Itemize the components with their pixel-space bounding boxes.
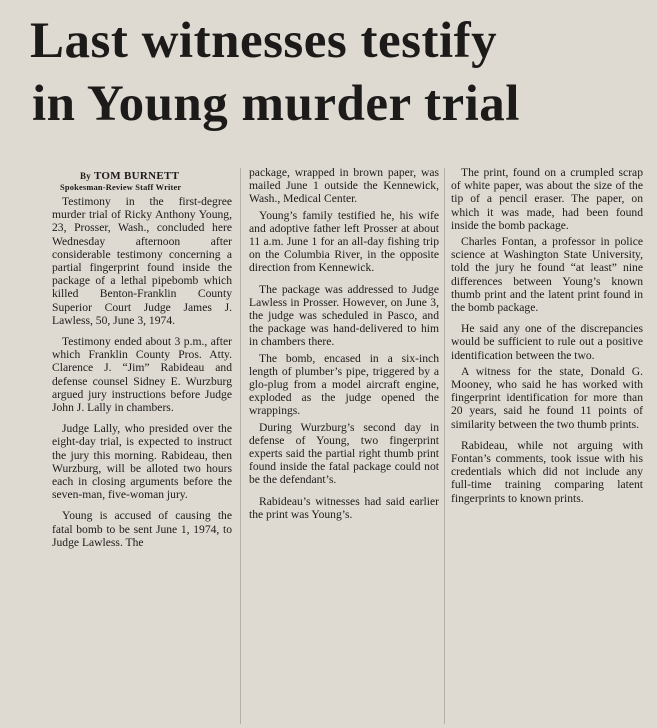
column-divider [240, 168, 241, 724]
paragraph: Testimony in the first-degree murder trial of Ricky Anthony Young, 23, Prosser, Wash., concluded here Wednesday afternoon after considerable testimony concerning a partial fingerprint found inside the package of a lethal pipebomb which killed Benton-Franklin County Superior Court Judge James J. Lawless, 50, June 3, 1974. [52, 195, 232, 327]
article-column-1 [52, 170, 232, 552]
paragraph: The bomb, encased in a six-inch length of plumber’s pipe, triggered by a glo-plug from a model aircraft engine, exploded as the judge opened the wrappings. [249, 351, 439, 418]
paragraph: The package was addressed to Judge Lawless in Prosser. However, on June 3, the judge was scheduled in Pasco, and the package was hand-delivered to him in chambers there. [249, 282, 439, 349]
headline [30, 10, 630, 136]
paragraph: Young’s family testified he, his wife and adoptive father left Prosser at about 11 a.m. June 1 for an all-day fishing trip on the Columbia River, in the opposite direction from Kennewick. [249, 208, 439, 275]
paragraph: Judge Lally, who presided over the eight-day trial, is expected to instruct the jury this morning. Rabideau, then Wurzburg, will be alloted two hours each in closing arguments before the seven-man, five-woman jury. [52, 422, 232, 502]
article-column-2 [249, 166, 439, 524]
paragraph: Testimony ended about 3 p.m., after which Franklin County Pros. Atty. Clarence J. “Jim” Rabideau and defense counsel Sidney E. Wurzburg argued jury instructions before Judge John J. Lally in chambers. [52, 335, 232, 415]
paragraph: Rabideau’s witnesses had said earlier the print was Young’s. [249, 494, 439, 521]
paragraph: Charles Fontan, a professor in police science at Washington State University, told the jury he found “at least” nine differences between Young’s known thumb print and the latent print found in the bomb package. [451, 235, 643, 315]
article-column-3 [451, 166, 643, 508]
paragraph: A witness for the state, Donald G. Mooney, who said he has worked with fingerprint identification for more than 20 years, said he found 11 points of similarity between the two thumb prints. [451, 364, 643, 431]
paragraph: During Wurzburg’s second day in defense of Young, two fingerprint experts said the partial right thumb print found inside the fatal package could not be the defendant’s. [249, 420, 439, 487]
paragraph: The print, found on a crumpled scrap of white paper, was about the size of the tip of a pencil eraser. The paper, on which it was made, had been found inside the bomb package. [451, 166, 643, 232]
paragraph: package, wrapped in brown paper, was mailed June 1 outside the Kennewick, Wash., Medical Center. [249, 166, 439, 206]
column-divider [444, 168, 445, 724]
paragraph: Rabideau, while not arguing with Fontan’s comments, took issue with his credentials which did not include any full-time training comparing latent fingerprints to known prints. [451, 438, 643, 505]
byline [80, 170, 232, 182]
byline-prefix: By [80, 171, 92, 181]
byline-author: TOM BURNETT [93, 170, 180, 182]
headline-line-1: Last witnesses testify [30, 13, 498, 69]
headline-line-2: in Young murder trial [32, 76, 520, 132]
paragraph: Young is accused of causing the fatal bomb to be sent June 1, 1974, to Judge Lawless. The [52, 509, 232, 549]
paragraph: He said any one of the discrepancies would be sufficient to rule out a positive identification between the two. [451, 322, 643, 362]
byline-affiliation: Spokesman-Review Staff Writer [60, 183, 182, 192]
